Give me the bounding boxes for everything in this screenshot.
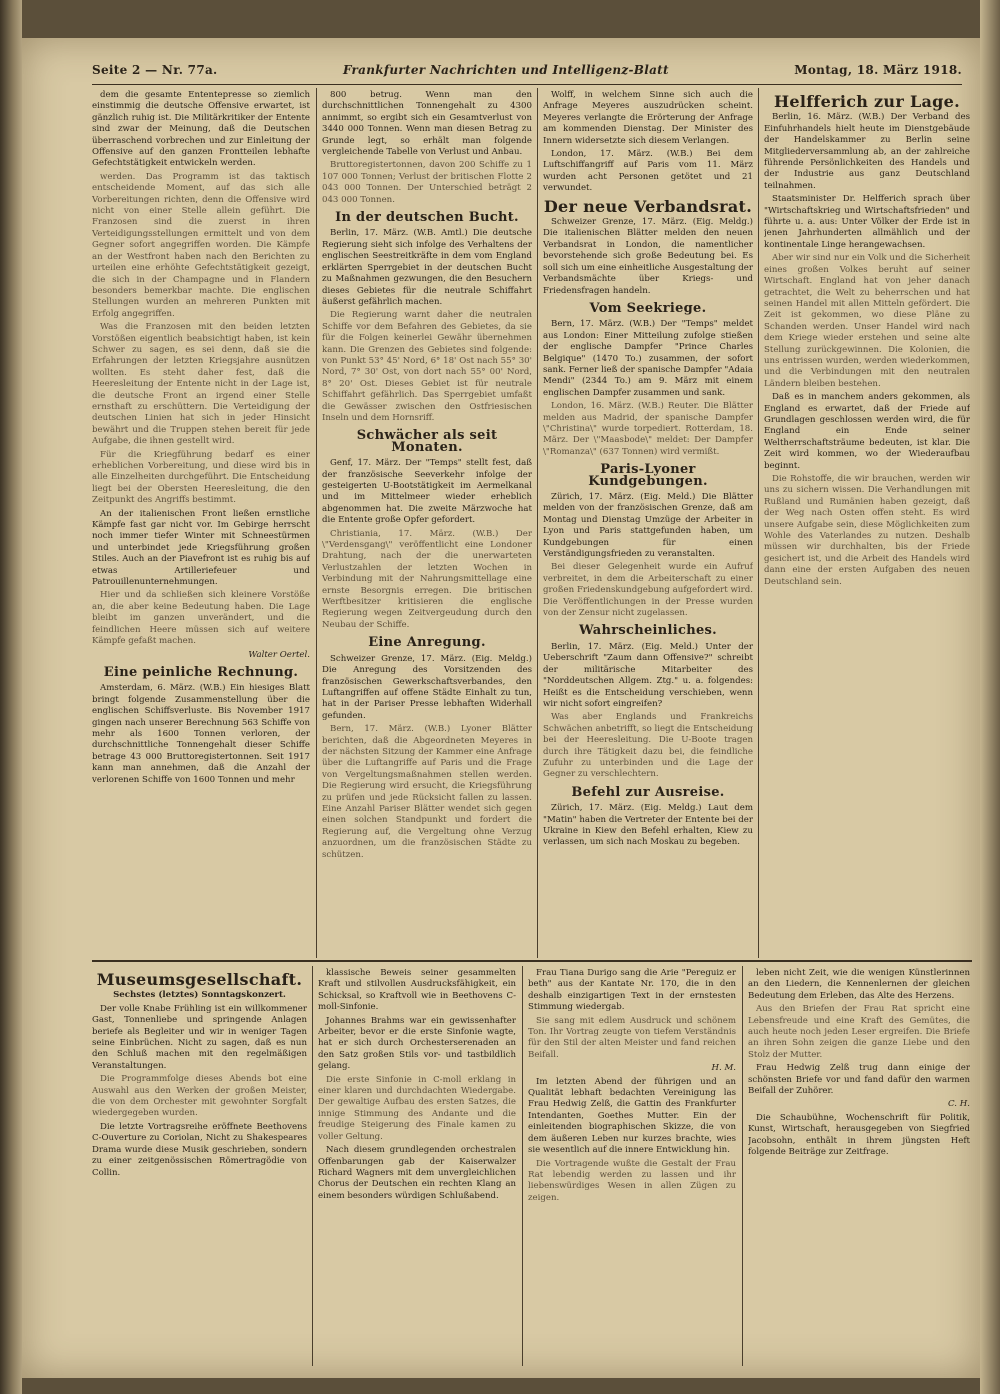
- article-paragraph: Bern, 17. März. (W.B.) Der "Temps" meldet aus London: Einer Mitteilung zufolge stießen der englische Dampfer "Prince Charles Belgique" (1470 To.) zusammen, der sofort sank. Ferner ließ der spanische Dampfer "Adaia Mendi" (2344 To.) am 9. März mit einem englischen Dampfer zusammen und sank.: [543, 319, 753, 398]
- subheadline: Sechstes (letztes) Sonntagskonzert.: [113, 990, 286, 1001]
- article-paragraph: Frau Hedwig Zelß trug dann einige der schönsten Briefe vor und fand dafür den warmen Beifall der Zuhörer.: [748, 1063, 970, 1097]
- article-author: H. M.: [711, 1063, 736, 1074]
- article-paragraph: Der volle Knabe Frühling ist ein willkommener Gast, Tonnenliebe und springende Anlagen beriefe als Begleiter und wir in weniger Tagen seine Einbrüchen. Nicht zu sagen, daß es nun den Schluß machen mit den regelmäßigen Veranstaltungen.: [92, 1003, 307, 1071]
- article-paragraph: Frau Tiana Durigo sang die Arie "Pereguiz er beth" aus der Kantate Nr. 170, die in den deshalb einzigartigen Text in der ernstesten Stimmung wiedergab.: [528, 968, 736, 1013]
- article-paragraph: Die Vortragende wußte die Gestalt der Frau Rat lebendig werden zu lassen und ihr liebenswürdiges Wesen in allen Zügen zu zeigen.: [528, 1158, 736, 1203]
- headline: Befehl zur Ausreise.: [571, 784, 725, 800]
- column-4: [764, 90, 970, 958]
- article-paragraph: leben nicht Zeit, wie die wenigen Künstlerinnen an den Liedern, die Kennenlernen der gleichen Bedeutung dem Erleben, das Alte des Herzens.: [748, 968, 970, 1001]
- article-paragraph: 800 betrug. Wenn man den durchschnittlichen Tonnengehalt zu 4300 annimmt, so ergibt sich ein Gesamtverlust von 3440 000 Tonnen. Wenn man diesen Betrag zu Grunde legt, so erhält man folgende vergleichende Tabelle von Verlust und Anbau.: [322, 90, 532, 158]
- article-paragraph: Die Regierung warnt daher die neutralen Schiffe vor dem Befahren des Gebietes, da sie für die Folgen keinerlei Gewähr übernehmen kann. Die Grenzen des Gebietes sind folgende: von Punkt 53° 45' Nord, 6° 18' Ost nach 55° 30' Nord, 7° 30' Ost, von dort nach 55° 00' Nord, 8° 20' Ost. Dieses Gebiet ist für neutrale Schiffahrt gefährlich. Das Sperrgebiet umfaßt die Gewässer zwischen den Ostfriesischen Inseln und dem Hornsriff.: [322, 310, 532, 423]
- column-rule: [742, 966, 743, 1366]
- article-author: Walter Oertel.: [248, 649, 310, 660]
- headline: Eine peinliche Rechnung.: [103, 664, 299, 680]
- column-rule: [758, 88, 759, 958]
- article-paragraph: Die letzte Vortragsreihe eröffnete Beethovens C-Ouverture zu Coriolan, Nicht zu Shakespeares Drama wurde diese Musik geschrieben, sondern zu einer zeitgenössischen Römertragödie von Collin.: [92, 1121, 307, 1178]
- column-3: [543, 90, 753, 958]
- article-paragraph: Schweizer Grenze, 17. März. (Eig. Meldg.) Die Anregung des Vorsitzenden des französischen Gewerkschaftsverbandes, den Luftangriffen auf offene Städte Einhalt zu tun, hat in der Pariser Presse lebhaften Widerhall gefunden.: [322, 653, 532, 721]
- article-paragraph: Was die Franzosen mit den beiden letzten Vorstößen eigentlich beabsichtigt haben, ist kein Schwer zu sagen, es sei denn, daß sie die Erfahrungen der letzten Kriegsjahre ausnützen wollten. Es steht daher fest, daß die Heeresleitung der Entente nicht in der Lage ist, die deutsche Front an irgend einer Stelle ernsthaft zu erschüttern. Die Verteidigung der deutschen Linien hat sich in jeder Hinsicht bewährt und die Truppen stehen bereit für jede Aufgabe, die ihnen gestellt wird.: [92, 322, 310, 447]
- article-paragraph: werden. Das Programm ist das taktisch entscheidende Moment, auf das sich alle Vorbereitungen richten, denn die Offensive wird nicht von einer Stelle allein geführt. Die Franzosen sind die zuerst in ihren Verteidigungsstellungen ermittelt und von dem Gegner sofort angegriffen worden. Die Kämpfe an der Westfront haben nach den Berichten zu urteilen eine erhöhte Gefechtstätigkeit gezeigt, die sich in der Champagne und in Flandern besonders bemerkbar machte. Die englischen Stellungen wurden an mehreren Punkten mit Erfolg angegriffen.: [92, 171, 310, 319]
- article-paragraph: Genf, 17. März. Der "Temps" stellt fest, daß der französische Seeverkehr infolge der gesteigerten U-Bootstätigkeit im Aermelkanal und im Mittelmeer wieder erheblich abgenommen hat. Die zweite Märzwoche hat die Entente große Opfer gefordert.: [322, 458, 532, 526]
- headline: Museumsgesellschaft.: [96, 970, 303, 989]
- article-paragraph: Hier und da schließen sich kleinere Vorstöße an, die aber keine Bedeutung haben. Die Lage bleibt im ganzen unverändert, und die feindlichen Heere müssen sich auf weitere Kämpfe gefaßt machen.: [92, 590, 310, 647]
- article-paragraph: Im letzten Abend der führigen und an Qualität lebhaft bedachten Vereinigung las Frau Hedwig Zelß, die Gattin des Frankfurter Intendanten, Goethes Mutter. Ein der einleitenden biographischen Skizze, die von dem äußeren Leben nur kurzes brachte, wies sie wesentlich auf die innere Entwicklung hin.: [528, 1076, 736, 1156]
- article-paragraph: Aus den Briefen der Frau Rat spricht eine Lebensfreude und eine Kraft des Gemütes, die auch heute noch jeden Leser ergreifen. Die Briefe an ihren Sohn zeigen die ganze Liebe und den Stolz der Mutter.: [748, 1004, 970, 1060]
- article-paragraph: Staatsminister Dr. Helfferich sprach über "Wirtschaftskrieg und Wirtschaftsfrieden" und führte u. a. aus: Unter Völker der Erde ist in jenen Jahrhunderten allmählich und der kontinentale Linge herangewachsen.: [764, 194, 970, 250]
- page-header: [92, 60, 962, 85]
- headline: Vom Seekriege.: [589, 300, 707, 316]
- headline: Eine Anregung.: [368, 635, 486, 651]
- article-paragraph: Wolff, in welchem Sinne sich auch die Anfrage Meyeres auszudrücken scheint. Meyeres verlangte die Erörterung der Anfrage am kommenden Dienstag. Der Minister des Innern widersetzte sich diesem Verlangen.: [543, 90, 753, 146]
- article-paragraph: Bern, 17. März. (W.B.) Lyoner Blätter berichten, daß die Abgeordneten Meyeres in der nächsten Sitzung der Kammer eine Anfrage über die Luftangriffe auf Paris und die Frage von Vergeltungsmaßnahmen stellen werden. Die Regierung wird ersucht, die Kriegsführung zu prüfen und jede Rücksicht fallen zu lassen. Eine Anzahl Pariser Blätter wendet sich gegen einen solchen Standpunkt und fordert die Regierung auf, die Vergeltung ohne Verzug anzuordnen, um die französischen Städte zu schützen.: [322, 724, 532, 860]
- column-rule: [537, 88, 538, 958]
- article-paragraph: Zürich, 17. März. (Eig. Meld.) Die Blätter melden von der französischen Grenze, daß am Montag und Dienstag Umzüge der Arbeiter in Lyon und Paris stattgefunden haben, um Kundgebungen für einen Verständigungsfrieden zu veranstalten.: [543, 492, 753, 560]
- article-paragraph: Für die Kriegführung bedarf es einer erheblichen Vorbereitung, und diese wird bis in alle Einzelheiten durchgeführt. Die Entscheidung liegt bei der Obersten Heeresleitung, die den Zeitpunkt des Angriffs bestimmt.: [92, 449, 310, 506]
- article-paragraph: Zürich, 17. März. (Eig. Meldg.) Laut dem "Matin" haben die Vertreter der Entente bei der Ukraine in Kiew den Befehl erhalten, Kiew zu verlassen, um sich nach Moskau zu begeben.: [543, 803, 753, 848]
- header-masthead: Frankfurter Nachrichten und Intelligenz-Blatt: [342, 63, 669, 77]
- headline: Helfferich zur Lage.: [773, 92, 961, 111]
- headline: Paris-Lyoner Kundgebungen.: [588, 462, 708, 489]
- article-paragraph: Berlin, 16. März. (W.B.) Der Verband des Einfuhrhandels hielt heute im Dienstgebäude der Handelskammer zu Berlin seine Mitgliederversammlung ab, an der zahlreiche führende Persönlichkeiten des Handels und der Industrie aus ganz Deutschland teilnahmen.: [764, 112, 970, 191]
- article-author: C. H.: [948, 1099, 970, 1110]
- column-2: [322, 90, 532, 958]
- article-paragraph: London, 17. März. (W.B.) Bei dem Luftschiffangriff auf Paris vom 11. März wurden acht Personen getötet und 21 verwundet.: [543, 149, 753, 194]
- feuilleton-column-3: [528, 968, 736, 1368]
- article-paragraph: London, 16. März. (W.B.) Reuter. Die Blätter melden aus Madrid, der spanische Dampfer \"Christina\" wurde torpediert. Rotterdam, 18. März. Der \"Maasbode\" meldet: Der Dampfer \"Romanza\" (637 Tonnen) wird vermißt.: [543, 401, 753, 457]
- headline: Wahrscheinliches.: [578, 623, 717, 639]
- feuilleton-column-4: [748, 968, 970, 1368]
- article-paragraph: dem die gesamte Ententepresse so ziemlich einstimmig die deutsche Offensive erwartet, ist gänzlich ruhig ist. Die Militärkritiker der Entente sind zwar der Meinung, daß die Deutschen überraschend vorbrechen und zur Einleitung der Offensive auf den ganzen Frontteilen lebhafte Gefechtstätigkeit entwickeln werden.: [92, 90, 310, 169]
- article-paragraph: Die Rohstoffe, die wir brauchen, werden wir uns zu sichern wissen. Die Verhandlungen mit Rußland und Rumänien haben gezeigt, daß der Weg nach Osten offen steht. Es wird unsere Aufgabe sein, diese Möglichkeiten zum Wohle des Vaterlandes zu nutzen. Deshalb müssen wir durchhalten, bis der Friede gesichert ist, und die Arbeit des Handels wird dann eine der ersten Aufgaben des neuen Deutschland sein.: [764, 474, 970, 587]
- article-paragraph: Sie sang mit edlem Ausdruck und schönem Ton. Ihr Vortrag zeugte von tiefem Verständnis für den Stil der alten Meister und fand reichen Beifall.: [528, 1015, 736, 1060]
- article-paragraph: Berlin, 17. März. (Eig. Meld.) Unter der Ueberschrift "Zaum dann Offensive?" schreibt der militärische Mitarbeiter des "Norddeutschen Allgem. Ztg." u. a. folgendes: Heißt es die Entscheidung verschieben, wenn wir nicht sofort eingreifen?: [543, 641, 753, 709]
- feuilleton-column-2: [318, 968, 516, 1368]
- book-binding-left: [0, 0, 22, 1394]
- article-paragraph: Schweizer Grenze, 17. März. (Eig. Meldg.) Die italienischen Blätter melden den neuen Verbandsrat in London, die namentlicher bevorstehende sich große Bedeutung bei. Es soll sich um eine einheitliche Ausgestaltung der Verbandsmächte über Kriegs- und Friedensfragen handeln.: [543, 217, 753, 296]
- feuilleton-divider: [92, 960, 972, 962]
- header-page-number: Seite 2 — Nr. 77a.: [92, 63, 218, 77]
- article-paragraph: Nach diesem grundlegenden orchestralen Offenbarungen gab der Kaiserwalzer Richard Wagners mit dem unvergleichlichen Chorus der Deutschen ein rechten Klang an einem besonders würdigen Schlußabend.: [318, 1145, 516, 1201]
- header-date: Montag, 18. März 1918.: [794, 63, 962, 77]
- headline: Der neue Verbandsrat.: [543, 196, 753, 216]
- column-rule: [312, 966, 313, 1366]
- article-paragraph: Christiania, 17. März. (W.B.) Der \"Verdensgang\" veröffentlicht eine Londoner Drahtung, nach der die unerwarteten Verlustzahlen der letzten Wochen in Verbindung mit der Nahrungsmittellage eine ernste Besorgnis erregen. Die britischen Werftbesitzer kritisieren die englische Regierung wegen Zeitvergeudung durch den Neubau der Schiffe.: [322, 528, 532, 630]
- article-paragraph: Die Schaubühne, Wochenschrift für Politik, Kunst, Wirtschaft, herausgegeben von Siegfried Jacobsohn, enthält in ihrem jüngsten Heft folgende Beiträge zur Zeitfrage.: [748, 1112, 970, 1158]
- article-paragraph: Die erste Sinfonie in C-moll erklang in einer klaren und durchdachten Wiedergabe. Der gewaltige Aufbau des ersten Satzes, die innige Stimmung des Andante und die freudige Steigerung des Finale kamen zu voller Geltung.: [318, 1074, 516, 1142]
- article-paragraph: Johannes Brahms war ein gewissenhafter Arbeiter, bevor er die erste Sinfonie wagte, hat er sich durch Orchesterserenaden an den Satz großen Stils vor- und tastbildlich gelang.: [318, 1015, 516, 1072]
- page-edge-right: [980, 0, 1000, 1394]
- article-paragraph: Was aber Englands und Frankreichs Schwächen anbetrifft, so liegt die Entscheidung bei der Heeresleitung. Die U-Boote tragen durch ihre Tätigkeit dazu bei, die feindliche Zufuhr zu unterbinden und die Lage der Gegner zu verschlechtern.: [543, 712, 753, 780]
- article-paragraph: An der italienischen Front ließen ernstliche Kämpfe fast gar nicht vor. Im Gebirge herrscht noch immer tiefer Winter mit Schneestürmen und unterbindet jede Kriegsführung großen Stiles. Auch an der Piavefront ist es ruhig bis auf etwas Artilleriefeuer und Patrouillenunternehmungen.: [92, 508, 310, 588]
- article-paragraph: Berlin, 17. März. (W.B. Amtl.) Die deutsche Regierung sieht sich infolge des Verhaltens der englischen Seestreitkräfte in dem vom England erklärten Sperrgebiet in der deutschen Bucht zu Maßnahmen gezwungen, die den Besuchern dieses Gebietes für die neutrale Schiffahrt äußerst gefährlich machen.: [322, 228, 532, 307]
- article-paragraph: Aber wir sind nur ein Volk und die Sicherheit eines großen Volkes beruht auf seiner Wirtschaft. England hat von jeher danach getrachtet, die Welt zu beherrschen und hat seinen Handel mit allen Mitteln gefördert. Die Zeit ist gekommen, wo diese Pläne zu Schanden werden. Unser Handel wird nach dem Kriege wieder erstehen und seine alte Stellung zurückgewinnen. Die Kolonien, die uns entrissen wurden, werden wiederkommen, und die Verbindungen mit den neutralen Ländern bleiben bestehen.: [764, 253, 970, 389]
- article-paragraph: Bruttoregistertonnen, davon 200 Schiffe zu 1 107 000 Tonnen; Verlust der britischen Flotte 2 043 000 Tonnen. Der Unterschied beträgt 2 043 000 Tonnen.: [322, 160, 532, 205]
- article-paragraph: Die Programmfolge dieses Abends bot eine Auswahl aus den Werken der großen Meister, die von dem Orchester mit gewohnter Sorgfalt wiedergegeben wurden.: [92, 1074, 307, 1119]
- article-paragraph: Daß es in manchem anders gekommen, als England es erwartet, daß der Friede auf Grundlagen geschlossen werden wird, die für England ein Ende seiner Weltherrschaftsträume bedeuten, ist klar. Die Zeit wird kommen, wo der Wiederaufbau beginnt.: [764, 392, 970, 471]
- headline: Schwächer als seit Monaten.: [356, 428, 498, 455]
- headline: In der deutschen Bucht.: [335, 210, 519, 226]
- feuilleton-column-1: [92, 968, 307, 1368]
- column-1: [92, 90, 310, 958]
- newspaper-page: [22, 38, 980, 1378]
- article-paragraph: klassische Beweis seiner gesammelten Kraft und stilvollen Ausdrucksfähigkeit, ein Schicksal, so Kraftvoll wie in Beethovens C-moll-Sinfonie.: [318, 968, 516, 1013]
- article-paragraph: Bei dieser Gelegenheit wurde ein Aufruf verbreitet, in dem die Arbeiterschaft zu einer großen Friedenskundgebung aufgefordert wird. Die Veröffentlichungen in der Presse wurden von der Zensur nicht zugelassen.: [543, 562, 753, 619]
- column-rule: [316, 88, 317, 958]
- column-rule: [522, 966, 523, 1366]
- article-paragraph: Amsterdam, 6. März. (W.B.) Ein hiesiges Blatt bringt folgende Zusammenstellung über die englischen Schiffsverluste. Bis November 1917 gingen nach unserer Berechnung 563 Schiffe von mehr als 1600 Tonnen verloren, der durchschnittliche Tonnengehalt dieser Schiffe betrage 43 000 Bruttoregistertonnen. Seit 1917 kann man annehmen, daß die Anzahl der verlorenen Schiffe von 1600 Tonnen und mehr: [92, 683, 310, 785]
